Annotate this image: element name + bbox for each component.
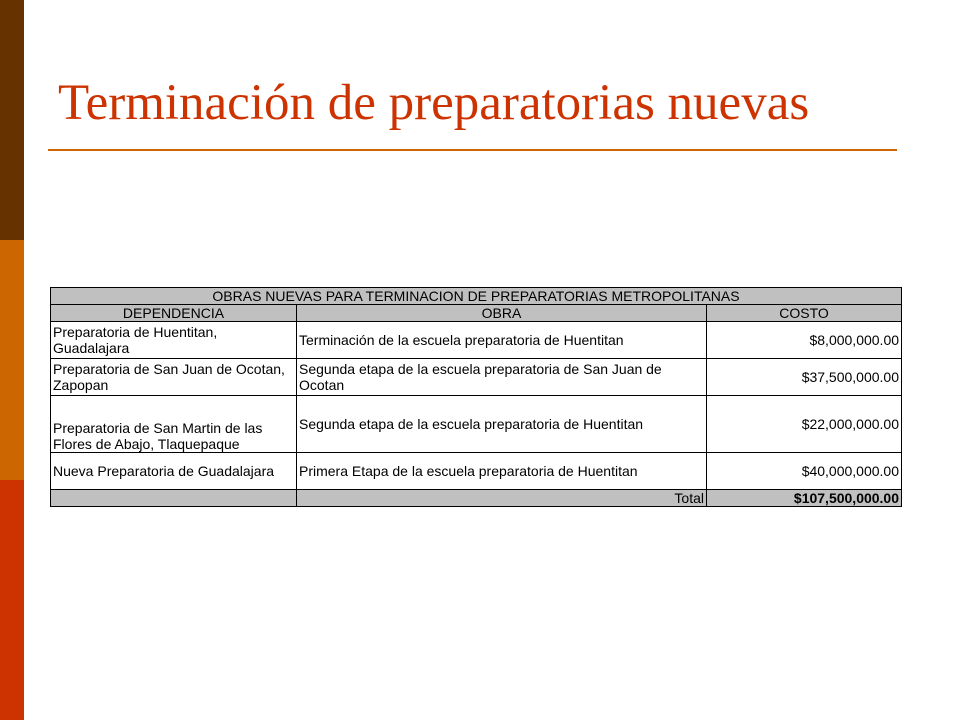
cell-costo: $8,000,000.00 bbox=[707, 322, 902, 359]
cell-costo: $40,000,000.00 bbox=[707, 453, 902, 490]
cell-obra: Segunda etapa de la escuela preparatoria de San Juan de Ocotan bbox=[297, 359, 707, 396]
header-dependencia: DEPENDENCIA bbox=[51, 305, 297, 322]
header-costo: COSTO bbox=[707, 305, 902, 322]
side-bar-middle bbox=[0, 240, 24, 480]
table-caption: OBRAS NUEVAS PARA TERMINACION DE PREPARATORIAS METROPOLITANAS bbox=[51, 288, 902, 305]
obras-table bbox=[50, 287, 902, 507]
cell-obra: Primera Etapa de la escuela preparatoria de Huentitan bbox=[297, 453, 707, 490]
table-row bbox=[51, 453, 902, 490]
header-obra: OBRA bbox=[297, 305, 707, 322]
table-row bbox=[51, 396, 902, 453]
table-header-row bbox=[51, 305, 902, 322]
table-caption-row bbox=[51, 288, 902, 305]
cell-dependencia: Preparatoria de Huentitan, Guadalajara bbox=[51, 322, 297, 359]
cell-costo: $22,000,000.00 bbox=[707, 396, 902, 453]
cell-obra: Terminación de la escuela preparatoria de Huentitan bbox=[297, 322, 707, 359]
total-label: Total bbox=[297, 490, 707, 507]
cell-costo: $37,500,000.00 bbox=[707, 359, 902, 396]
table-row bbox=[51, 359, 902, 396]
side-bar-bottom bbox=[0, 480, 24, 720]
cell-obra: Segunda etapa de la escuela preparatoria de Huentitan bbox=[297, 396, 707, 453]
slide-title: Terminación de preparatorias nuevas bbox=[58, 75, 810, 131]
title-rule bbox=[48, 149, 897, 151]
cell-dependencia: Preparatoria de San Martin de las Flores de Abajo, Tlaquepaque bbox=[51, 396, 297, 453]
total-value: $107,500,000.00 bbox=[707, 490, 902, 507]
side-bar-top bbox=[0, 0, 24, 240]
cell-dependencia: Preparatoria de San Juan de Ocotan, Zapopan bbox=[51, 359, 297, 396]
table-row bbox=[51, 322, 902, 359]
total-empty-cell bbox=[51, 490, 297, 507]
cell-dependencia: Nueva Preparatoria de Guadalajara bbox=[51, 453, 297, 490]
table-total-row bbox=[51, 490, 902, 507]
